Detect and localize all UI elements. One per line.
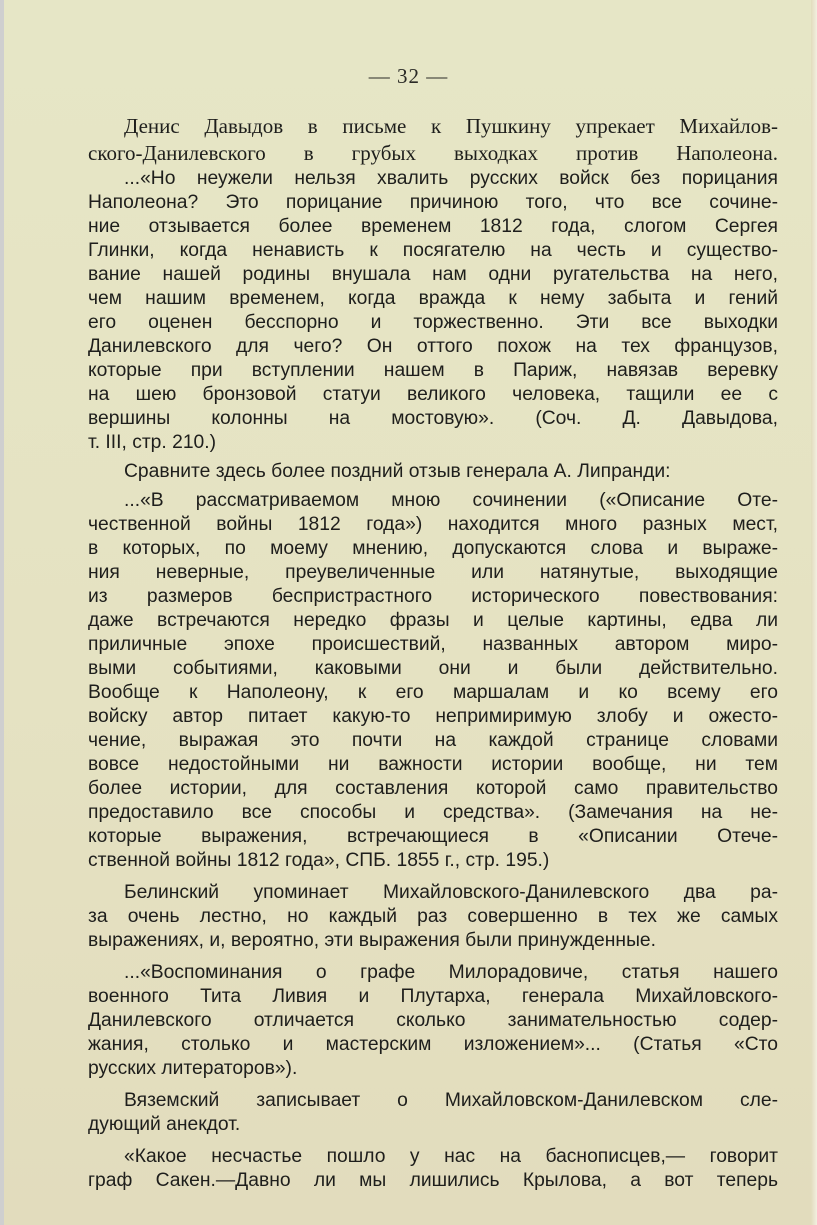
text-line: войску автор питает какую-то непримиримую злобу и ожесто- [88, 706, 778, 727]
text-line: ...«Но неужели нельзя хвалить русских войск без порицания [124, 168, 778, 189]
text-line: за очень лестно, но каждый раз совершенно в тех же самых [88, 906, 778, 927]
paragraph-vyazemsky [88, 1089, 778, 1137]
text-line: на шею бронзовой статуи великого человека, тащили ее с [88, 384, 778, 405]
text-line: ского-Данилевского в грубых выходках против Наполеона. [88, 141, 778, 165]
text-line: Данилевского для чего? Он оттого похож на тех французов, [88, 336, 778, 357]
paragraph-belinsky-quote [88, 961, 778, 1081]
text-line: жания, столько и мастерским изложением»... (Статья «Сто [88, 1034, 778, 1055]
text-line: ...«Воспоминания о графе Милорадовиче, статья нашего [124, 962, 778, 983]
text-line: граф Сакен.—Давно ли мы лишились Крылова, а вот теперь [88, 1170, 778, 1191]
paragraph-davydov-quote [88, 167, 778, 455]
text-line: дующий анекдот. [88, 1114, 241, 1135]
paragraph-belinsky [88, 881, 778, 953]
page-number: — 32 — [368, 64, 449, 88]
text-line: выми событиями, каковыми они и были действительно. [88, 658, 778, 679]
text-line: чественной войны 1812 года») находится много разных мест, [88, 514, 778, 535]
text-line: вовсе недостойными ни важности истории вообще, ни тем [88, 754, 778, 775]
text-line: Данилевского отличается сколько занимательностью содер- [88, 1010, 778, 1031]
paragraph-davydov-intro [88, 113, 778, 167]
text-line: «Какое несчастье пошло у нас на баснописцев,— говорит [124, 1146, 778, 1167]
text-line: его оценен бесспорно и торжественно. Эти все выходки [88, 312, 778, 333]
text-line: которые выражения, встречающиеся в «Описании Отече- [88, 826, 778, 847]
text-line: ние отзывается более временем 1812 года, слогом Сергея [88, 216, 778, 237]
text-line: Наполеона? Это порицание причиною того, что все сочине- [88, 192, 778, 213]
text-line: приличные эпохе происшествий, названных автором миро- [88, 634, 778, 655]
text-line: ния неверные, преувеличенные или натянутые, выходящие [88, 562, 778, 583]
text-line: вершины колонны на мостовую». (Соч. Д. Давыдова, [88, 408, 778, 429]
text-line: более истории, для составления которой само правительство [88, 778, 778, 799]
paragraph-liprandi-intro [88, 460, 778, 484]
text-line: ...«В рассматриваемом мною сочинении («Описание Оте- [124, 490, 778, 511]
text-line: в которых, по моему мнению, допускаются слова и выраже- [88, 538, 778, 559]
text-line: которые при вступлении нашем в Париж, навязав веревку [88, 360, 778, 381]
text-line: Сравните здесь более поздний отзыв генерала А. Липранди: [124, 461, 671, 482]
text-line: Вяземский записывает о Михайловском-Данилевском сле- [124, 1090, 778, 1111]
text-line: выражениях, и, вероятно, эти выражения были принужденные. [88, 930, 657, 951]
text-line: русских литераторов»). [88, 1058, 298, 1079]
page-body [88, 113, 778, 1193]
text-line: чем нашим временем, когда вражда к нему забыта и гений [88, 288, 778, 309]
text-line: Глинки, когда ненависть к посягателю на честь и существо- [88, 240, 778, 261]
paragraph-liprandi-quote [88, 489, 778, 873]
text-line: Белинский упоминает Михайловского-Данилевского два ра- [124, 882, 778, 903]
text-line: ственной войны 1812 года», СПБ. 1855 г., стр. 195.) [88, 850, 550, 871]
text-line: предоставило все способы и средства». (Замечания на не- [88, 802, 778, 823]
text-line: военного Тита Ливия и Плутарха, генерала Михайловского- [88, 986, 778, 1007]
text-line: Денис Давыдов в письме к Пушкину упрекает Михайлов- [124, 114, 778, 138]
text-line: даже встречаются нередко фразы и целые картины, едва ли [88, 610, 778, 631]
text-line: т. III, стр. 210.) [88, 432, 217, 453]
scan-right-edge [811, 0, 817, 1225]
text-line: из размеров беспристрастного исторического повествования: [88, 586, 778, 607]
text-line: вание нашей родины внушала нам одни ругательства на него, [88, 264, 778, 285]
text-line: чение, выражая это почти на каждой странице словами [88, 730, 778, 751]
text-line: Вообще к Наполеону, к его маршалам и ко всему его [88, 682, 778, 703]
paragraph-anecdote [88, 1145, 778, 1193]
